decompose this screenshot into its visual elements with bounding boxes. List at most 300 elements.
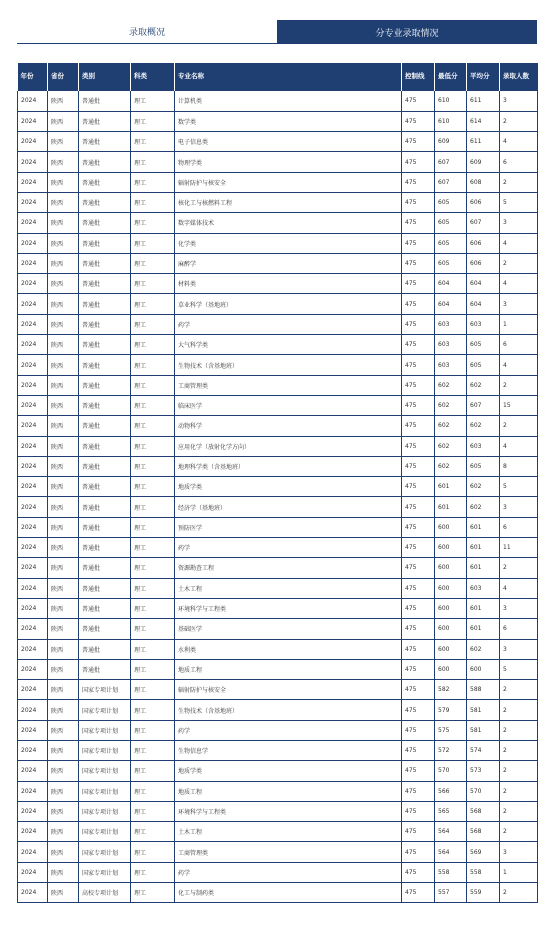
province-cell: 陕西: [48, 801, 79, 821]
province-cell: 陕西: [48, 822, 79, 842]
year-cell: 2024: [18, 375, 48, 395]
table-body: [18, 91, 538, 903]
min-score-cell: 579: [435, 700, 467, 720]
control-line-cell: 475: [402, 152, 435, 172]
category-cell: 国家专项计划: [79, 761, 131, 781]
control-line-cell: 475: [402, 659, 435, 679]
province-cell: 陕西: [48, 375, 79, 395]
province-cell: 陕西: [48, 477, 79, 497]
major-name-cell: 土木工程: [175, 822, 402, 842]
control-line-cell: 475: [402, 416, 435, 436]
subject-cell: 理工: [131, 781, 175, 801]
major-name-cell: 药学: [175, 862, 402, 882]
admitted-count-cell: 2: [500, 883, 538, 903]
min-score-cell: 605: [435, 233, 467, 253]
province-cell: 陕西: [48, 416, 79, 436]
subject-cell: 理工: [131, 842, 175, 862]
avg-score-cell: 569: [467, 842, 500, 862]
subject-cell: 理工: [131, 416, 175, 436]
subject-cell: 理工: [131, 294, 175, 314]
min-score-cell: 600: [435, 538, 467, 558]
control-line-cell: 475: [402, 253, 435, 273]
province-cell: 陕西: [48, 152, 79, 172]
min-score-cell: 601: [435, 477, 467, 497]
admitted-count-cell: 4: [500, 274, 538, 294]
major-name-cell: 环境科学与工程类: [175, 598, 402, 618]
province-cell: 陕西: [48, 314, 79, 334]
year-cell: 2024: [18, 659, 48, 679]
province-cell: 陕西: [48, 335, 79, 355]
admitted-count-cell: 4: [500, 436, 538, 456]
table-row: [18, 883, 538, 903]
major-name-cell: 计算机类: [175, 91, 402, 111]
province-cell: 陕西: [48, 883, 79, 903]
min-score-cell: 603: [435, 314, 467, 334]
category-cell: 普通批: [79, 274, 131, 294]
column-category-header: 类别: [79, 63, 131, 91]
control-line-cell: 475: [402, 355, 435, 375]
avg-score-cell: 568: [467, 801, 500, 821]
min-score-cell: 600: [435, 558, 467, 578]
admitted-count-cell: 3: [500, 91, 538, 111]
subject-cell: 理工: [131, 314, 175, 334]
avg-score-cell: 570: [467, 781, 500, 801]
year-cell: 2024: [18, 274, 48, 294]
control-line-cell: 475: [402, 436, 435, 456]
control-line-cell: 475: [402, 801, 435, 821]
table-row: [18, 578, 538, 598]
table-row: [18, 395, 538, 415]
subject-cell: 理工: [131, 192, 175, 212]
category-cell: 普通批: [79, 314, 131, 334]
category-cell: 国家专项计划: [79, 842, 131, 862]
admitted-count-cell: 2: [500, 558, 538, 578]
major-name-cell: 草业科学（基地班）: [175, 294, 402, 314]
admitted-count-cell: 1: [500, 862, 538, 882]
avg-score-cell: 603: [467, 314, 500, 334]
admission-table: [17, 63, 538, 903]
province-cell: 陕西: [48, 558, 79, 578]
category-cell: 国家专项计划: [79, 781, 131, 801]
table-row: [18, 842, 538, 862]
table-row: [18, 517, 538, 537]
year-cell: 2024: [18, 619, 48, 639]
avg-score-cell: 604: [467, 294, 500, 314]
control-line-cell: 475: [402, 680, 435, 700]
avg-score-cell: 603: [467, 436, 500, 456]
year-cell: 2024: [18, 416, 48, 436]
table-row: [18, 436, 538, 456]
table-row: [18, 314, 538, 334]
year-cell: 2024: [18, 294, 48, 314]
control-line-cell: 475: [402, 497, 435, 517]
year-cell: 2024: [18, 111, 48, 131]
admitted-count-cell: 5: [500, 192, 538, 212]
min-score-cell: 602: [435, 436, 467, 456]
province-cell: 陕西: [48, 720, 79, 740]
major-name-cell: 资源勘查工程: [175, 558, 402, 578]
major-name-cell: 辐射防护与核安全: [175, 680, 402, 700]
avg-score-cell: 611: [467, 91, 500, 111]
major-name-cell: 电子信息类: [175, 132, 402, 152]
control-line-cell: 475: [402, 517, 435, 537]
subject-cell: 理工: [131, 761, 175, 781]
table-row: [18, 335, 538, 355]
category-cell: 普通批: [79, 335, 131, 355]
admitted-count-cell: 6: [500, 152, 538, 172]
major-name-cell: 地质工程: [175, 781, 402, 801]
category-cell: 国家专项计划: [79, 862, 131, 882]
avg-score-cell: 608: [467, 172, 500, 192]
table-row: [18, 538, 538, 558]
avg-score-cell: 611: [467, 132, 500, 152]
avg-score-cell: 605: [467, 456, 500, 476]
avg-score-cell: 603: [467, 578, 500, 598]
subject-cell: 理工: [131, 91, 175, 111]
control-line-cell: 475: [402, 822, 435, 842]
category-cell: 普通批: [79, 436, 131, 456]
min-score-cell: 609: [435, 132, 467, 152]
avg-score-cell: 581: [467, 720, 500, 740]
major-name-cell: 麻醉学: [175, 253, 402, 273]
category-cell: 普通批: [79, 253, 131, 273]
major-name-cell: 数字媒体技术: [175, 213, 402, 233]
min-score-cell: 600: [435, 517, 467, 537]
control-line-cell: 475: [402, 720, 435, 740]
admitted-count-cell: 2: [500, 741, 538, 761]
table-row: [18, 700, 538, 720]
major-name-cell: 土木工程: [175, 578, 402, 598]
year-cell: 2024: [18, 822, 48, 842]
province-cell: 陕西: [48, 578, 79, 598]
subject-cell: 理工: [131, 578, 175, 598]
tab-bar: [17, 20, 537, 44]
admitted-count-cell: 2: [500, 720, 538, 740]
min-score-cell: 610: [435, 91, 467, 111]
year-cell: 2024: [18, 91, 48, 111]
min-score-cell: 566: [435, 781, 467, 801]
province-cell: 陕西: [48, 132, 79, 152]
admitted-count-cell: 6: [500, 517, 538, 537]
category-cell: 国家专项计划: [79, 822, 131, 842]
control-line-cell: 475: [402, 842, 435, 862]
min-score-cell: 604: [435, 294, 467, 314]
subject-cell: 理工: [131, 111, 175, 131]
subject-cell: 理工: [131, 538, 175, 558]
min-score-cell: 602: [435, 456, 467, 476]
column-province-header: 省份: [48, 63, 79, 91]
subject-cell: 理工: [131, 801, 175, 821]
avg-score-cell: 606: [467, 253, 500, 273]
min-score-cell: 558: [435, 862, 467, 882]
table-row: [18, 761, 538, 781]
min-score-cell: 600: [435, 619, 467, 639]
category-cell: 普通批: [79, 111, 131, 131]
category-cell: 普通批: [79, 294, 131, 314]
avg-score-cell: 558: [467, 862, 500, 882]
table-row: [18, 639, 538, 659]
subject-cell: 理工: [131, 619, 175, 639]
avg-score-cell: 559: [467, 883, 500, 903]
subject-cell: 理工: [131, 639, 175, 659]
major-name-cell: 生物技术（含基地班）: [175, 700, 402, 720]
table-header-row: [18, 63, 538, 91]
category-cell: 普通批: [79, 192, 131, 212]
major-name-cell: 材料类: [175, 274, 402, 294]
subject-cell: 理工: [131, 477, 175, 497]
major-name-cell: 动物科学: [175, 416, 402, 436]
avg-score-cell: 573: [467, 761, 500, 781]
admitted-count-cell: 5: [500, 477, 538, 497]
min-score-cell: 557: [435, 883, 467, 903]
table-row: [18, 253, 538, 273]
table-row: [18, 619, 538, 639]
category-cell: 普通批: [79, 213, 131, 233]
subject-cell: 理工: [131, 233, 175, 253]
province-cell: 陕西: [48, 213, 79, 233]
min-score-cell: 610: [435, 111, 467, 131]
category-cell: 普通批: [79, 152, 131, 172]
province-cell: 陕西: [48, 639, 79, 659]
province-cell: 陕西: [48, 700, 79, 720]
year-cell: 2024: [18, 578, 48, 598]
admitted-count-cell: 4: [500, 233, 538, 253]
major-name-cell: 化学类: [175, 233, 402, 253]
control-line-cell: 475: [402, 335, 435, 355]
min-score-cell: 603: [435, 355, 467, 375]
year-cell: 2024: [18, 335, 48, 355]
admitted-count-cell: 2: [500, 375, 538, 395]
year-cell: 2024: [18, 517, 48, 537]
admitted-count-cell: 2: [500, 253, 538, 273]
category-cell: 国家专项计划: [79, 700, 131, 720]
province-cell: 陕西: [48, 172, 79, 192]
major-name-cell: 工商管理类: [175, 842, 402, 862]
subject-cell: 理工: [131, 253, 175, 273]
min-score-cell: 607: [435, 172, 467, 192]
province-cell: 陕西: [48, 517, 79, 537]
min-score-cell: 605: [435, 213, 467, 233]
control-line-cell: 475: [402, 172, 435, 192]
min-score-cell: 602: [435, 416, 467, 436]
control-line-cell: 475: [402, 761, 435, 781]
category-cell: 普通批: [79, 375, 131, 395]
avg-score-cell: 604: [467, 274, 500, 294]
category-cell: 普通批: [79, 578, 131, 598]
avg-score-cell: 602: [467, 375, 500, 395]
avg-score-cell: 581: [467, 700, 500, 720]
min-score-cell: 604: [435, 274, 467, 294]
category-cell: 国家专项计划: [79, 680, 131, 700]
subject-cell: 理工: [131, 375, 175, 395]
table-row: [18, 355, 538, 375]
subject-cell: 理工: [131, 883, 175, 903]
province-cell: 陕西: [48, 253, 79, 273]
category-cell: 普通批: [79, 598, 131, 618]
min-score-cell: 572: [435, 741, 467, 761]
major-name-cell: 辐射防护与核安全: [175, 172, 402, 192]
avg-score-cell: 606: [467, 192, 500, 212]
year-cell: 2024: [18, 456, 48, 476]
category-cell: 国家专项计划: [79, 720, 131, 740]
province-cell: 陕西: [48, 274, 79, 294]
subject-cell: 理工: [131, 497, 175, 517]
control-line-cell: 475: [402, 781, 435, 801]
province-cell: 陕西: [48, 862, 79, 882]
year-cell: 2024: [18, 781, 48, 801]
year-cell: 2024: [18, 497, 48, 517]
year-cell: 2024: [18, 152, 48, 172]
avg-score-cell: 607: [467, 213, 500, 233]
table-row: [18, 111, 538, 131]
major-name-cell: 地质学类: [175, 477, 402, 497]
control-line-cell: 475: [402, 111, 435, 131]
province-cell: 陕西: [48, 436, 79, 456]
subject-cell: 理工: [131, 517, 175, 537]
table-row: [18, 91, 538, 111]
table-row: [18, 416, 538, 436]
year-cell: 2024: [18, 680, 48, 700]
subject-cell: 理工: [131, 132, 175, 152]
control-line-cell: 475: [402, 233, 435, 253]
year-cell: 2024: [18, 538, 48, 558]
column-admitted-count-header: 录取人数: [500, 63, 538, 91]
year-cell: 2024: [18, 720, 48, 740]
admitted-count-cell: 4: [500, 355, 538, 375]
province-cell: 陕西: [48, 538, 79, 558]
admitted-count-cell: 15: [500, 395, 538, 415]
min-score-cell: 564: [435, 842, 467, 862]
subject-cell: 理工: [131, 598, 175, 618]
major-name-cell: 环境科学与工程类: [175, 801, 402, 821]
province-cell: 陕西: [48, 497, 79, 517]
year-cell: 2024: [18, 253, 48, 273]
tab-admission-overview[interactable]: 录取概况: [17, 20, 277, 44]
table-row: [18, 659, 538, 679]
major-name-cell: 地质工程: [175, 659, 402, 679]
province-cell: 陕西: [48, 680, 79, 700]
control-line-cell: 475: [402, 213, 435, 233]
admitted-count-cell: 3: [500, 294, 538, 314]
province-cell: 陕西: [48, 598, 79, 618]
table-row: [18, 172, 538, 192]
avg-score-cell: 602: [467, 416, 500, 436]
subject-cell: 理工: [131, 335, 175, 355]
year-cell: 2024: [18, 132, 48, 152]
admitted-count-cell: 3: [500, 213, 538, 233]
major-name-cell: 生物技术（含基地班）: [175, 355, 402, 375]
column-avg-score-header: 平均分: [467, 63, 500, 91]
province-cell: 陕西: [48, 659, 79, 679]
control-line-cell: 475: [402, 558, 435, 578]
min-score-cell: 602: [435, 395, 467, 415]
province-cell: 陕西: [48, 395, 79, 415]
table-row: [18, 558, 538, 578]
subject-cell: 理工: [131, 355, 175, 375]
min-score-cell: 605: [435, 253, 467, 273]
year-cell: 2024: [18, 192, 48, 212]
tab-admission-by-major[interactable]: 分专业录取情况: [277, 20, 537, 44]
min-score-cell: 600: [435, 639, 467, 659]
table-row: [18, 132, 538, 152]
year-cell: 2024: [18, 801, 48, 821]
province-cell: 陕西: [48, 842, 79, 862]
major-name-cell: 药学: [175, 538, 402, 558]
province-cell: 陕西: [48, 781, 79, 801]
avg-score-cell: 609: [467, 152, 500, 172]
avg-score-cell: 606: [467, 233, 500, 253]
subject-cell: 理工: [131, 680, 175, 700]
min-score-cell: 565: [435, 801, 467, 821]
category-cell: 普通批: [79, 416, 131, 436]
admitted-count-cell: 2: [500, 172, 538, 192]
min-score-cell: 605: [435, 192, 467, 212]
min-score-cell: 600: [435, 578, 467, 598]
table-row: [18, 720, 538, 740]
min-score-cell: 582: [435, 680, 467, 700]
admitted-count-cell: 11: [500, 538, 538, 558]
category-cell: 普通批: [79, 477, 131, 497]
admitted-count-cell: 8: [500, 456, 538, 476]
admitted-count-cell: 2: [500, 822, 538, 842]
table-row: [18, 477, 538, 497]
category-cell: 国家专项计划: [79, 801, 131, 821]
avg-score-cell: 588: [467, 680, 500, 700]
admitted-count-cell: 2: [500, 801, 538, 821]
year-cell: 2024: [18, 598, 48, 618]
column-min-score-header: 最低分: [435, 63, 467, 91]
avg-score-cell: 602: [467, 639, 500, 659]
admitted-count-cell: 4: [500, 132, 538, 152]
table-row: [18, 598, 538, 618]
column-year-header: 年份: [18, 63, 48, 91]
admitted-count-cell: 5: [500, 659, 538, 679]
avg-score-cell: 601: [467, 598, 500, 618]
major-name-cell: 核化工与核燃料工程: [175, 192, 402, 212]
year-cell: 2024: [18, 213, 48, 233]
subject-cell: 理工: [131, 436, 175, 456]
admitted-count-cell: 3: [500, 639, 538, 659]
column-subject-header: 科类: [131, 63, 175, 91]
year-cell: 2024: [18, 172, 48, 192]
province-cell: 陕西: [48, 619, 79, 639]
min-score-cell: 601: [435, 497, 467, 517]
category-cell: 普通批: [79, 172, 131, 192]
year-cell: 2024: [18, 842, 48, 862]
table-row: [18, 274, 538, 294]
major-name-cell: 大气科学类: [175, 335, 402, 355]
table-row: [18, 741, 538, 761]
province-cell: 陕西: [48, 761, 79, 781]
year-cell: 2024: [18, 741, 48, 761]
category-cell: 普通批: [79, 355, 131, 375]
control-line-cell: 475: [402, 477, 435, 497]
admitted-count-cell: 6: [500, 619, 538, 639]
control-line-cell: 475: [402, 274, 435, 294]
table-row: [18, 294, 538, 314]
major-name-cell: 水利类: [175, 639, 402, 659]
control-line-cell: 475: [402, 639, 435, 659]
avg-score-cell: 605: [467, 335, 500, 355]
province-cell: 陕西: [48, 91, 79, 111]
control-line-cell: 475: [402, 741, 435, 761]
major-name-cell: 生物信息学: [175, 741, 402, 761]
table-row: [18, 862, 538, 882]
control-line-cell: 475: [402, 578, 435, 598]
avg-score-cell: 574: [467, 741, 500, 761]
category-cell: 普通批: [79, 395, 131, 415]
province-cell: 陕西: [48, 741, 79, 761]
